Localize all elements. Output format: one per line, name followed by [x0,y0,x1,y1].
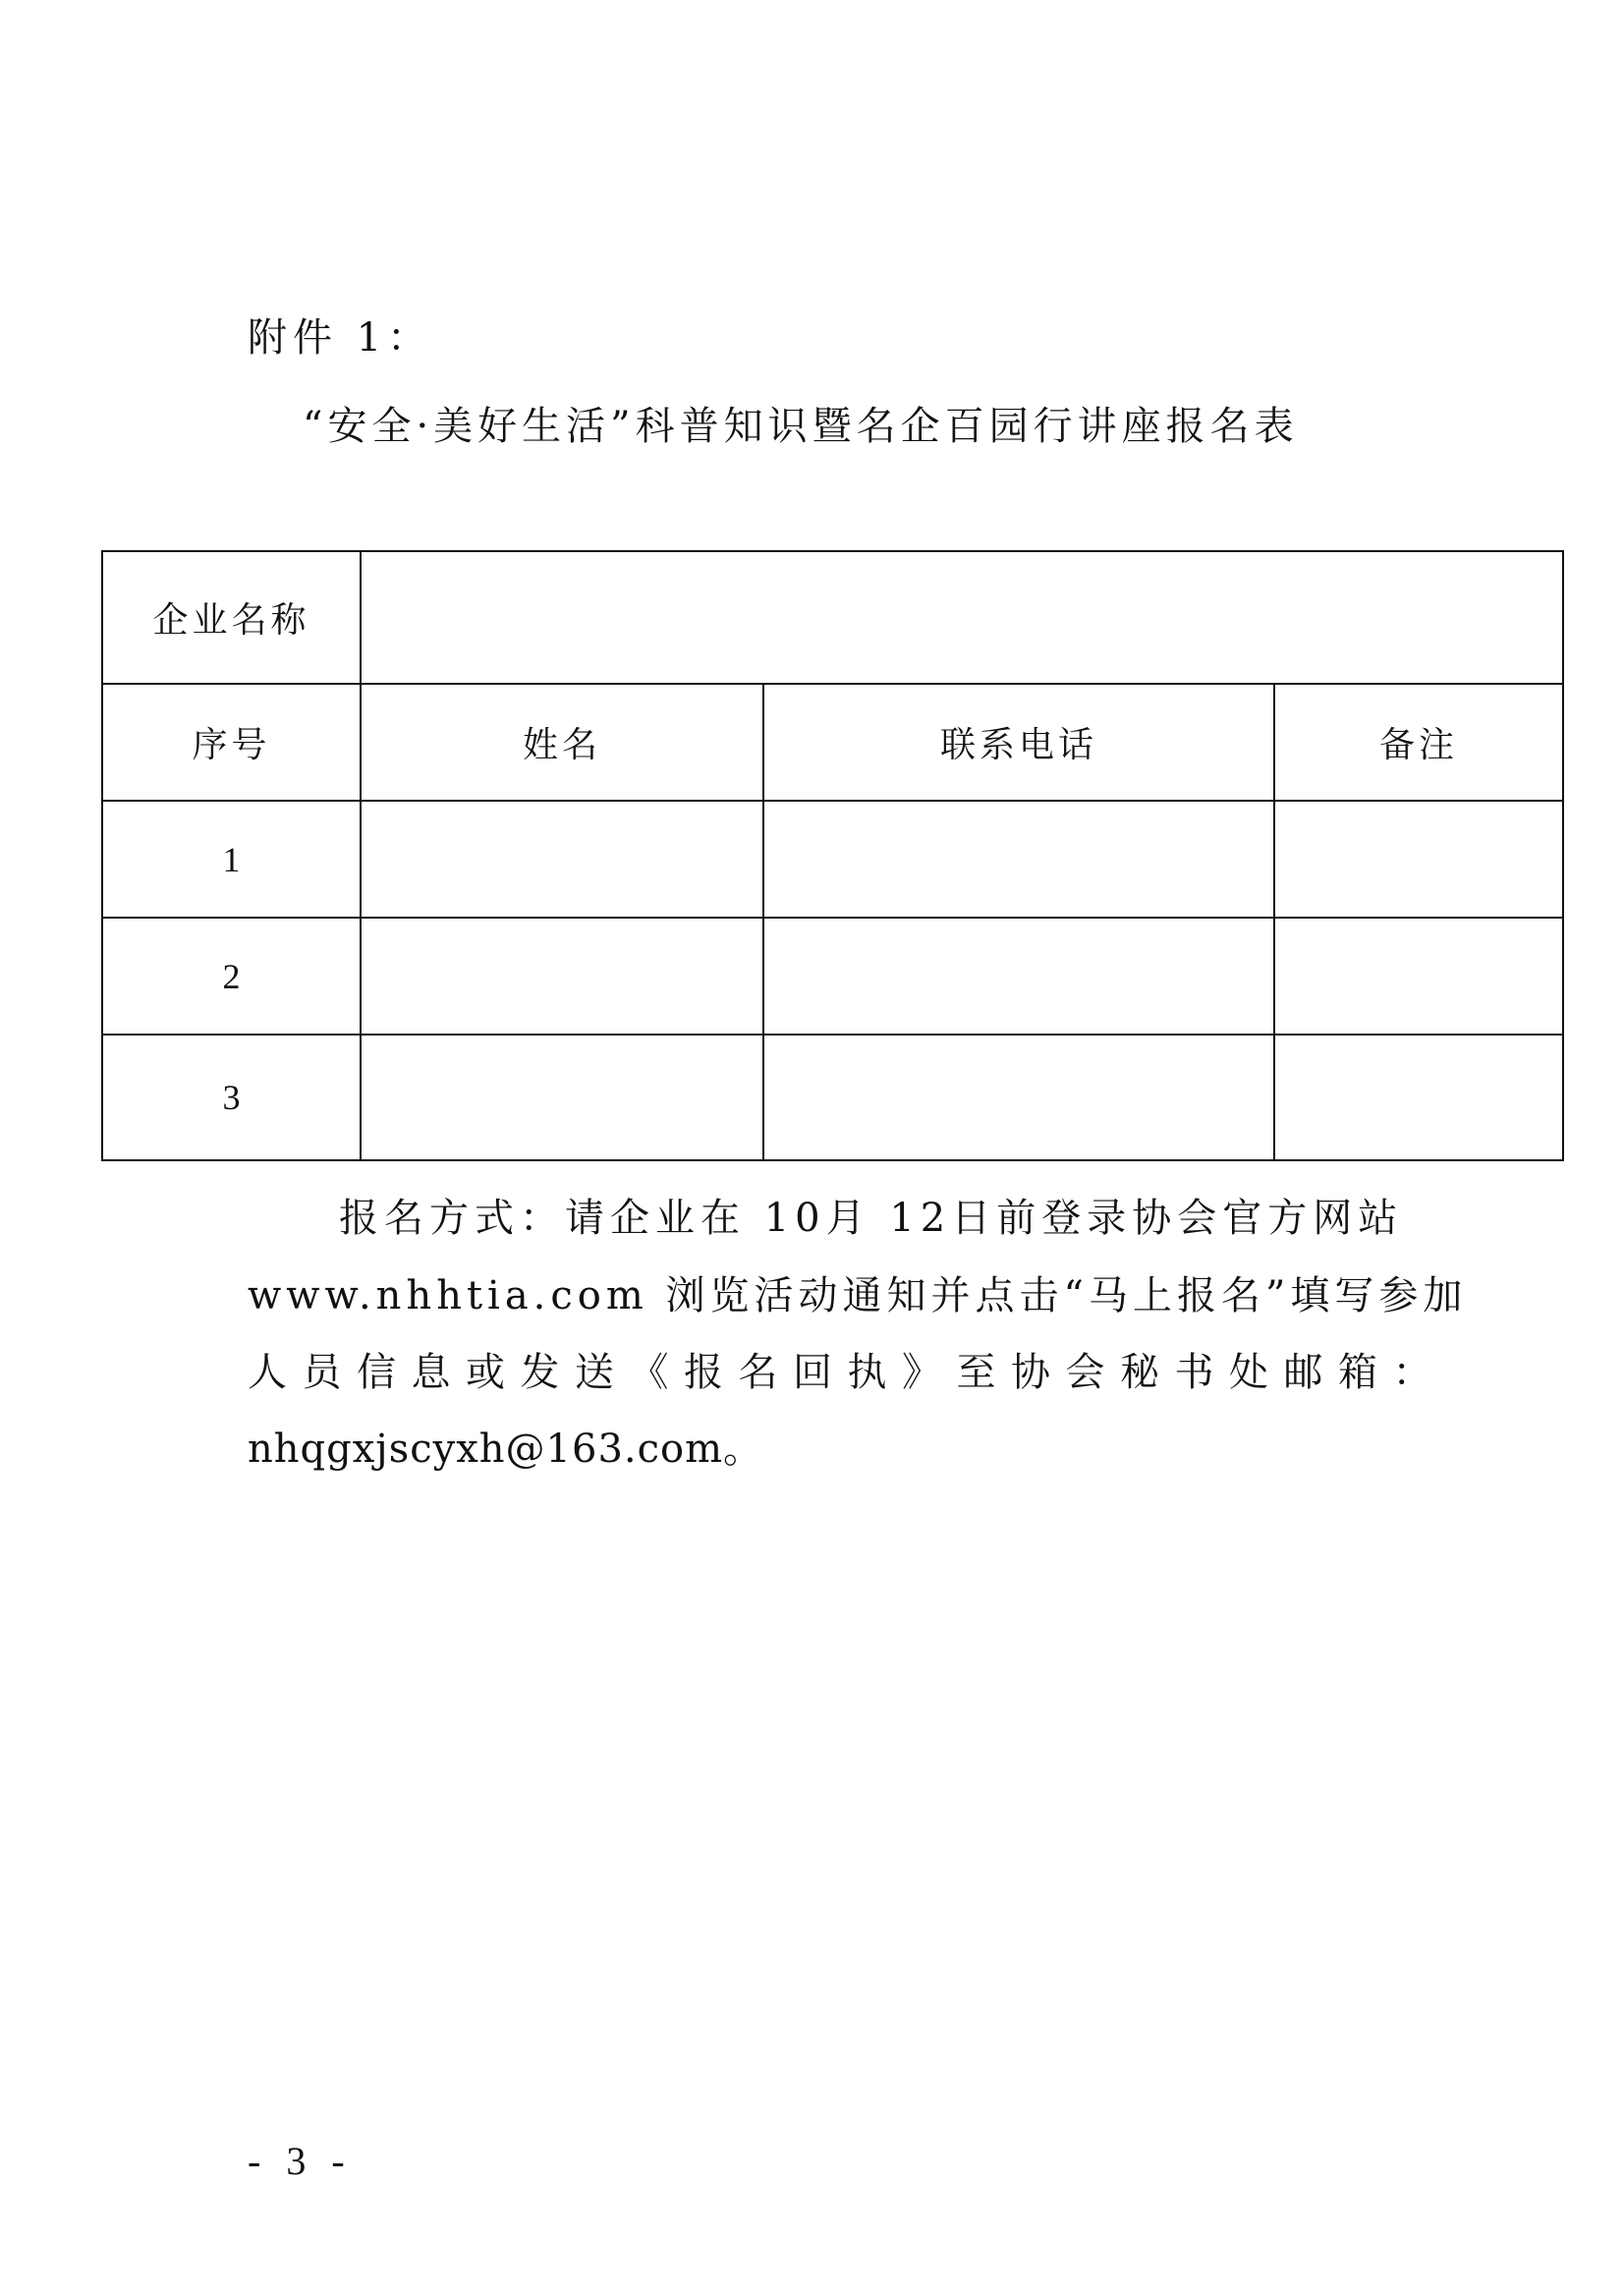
phone-cell[interactable] [763,801,1274,918]
phone-cell[interactable] [763,1035,1274,1160]
header-name: 姓名 [361,684,763,801]
instruction-line-1: 报名方式：请企业在 10月 12日前登录协会官方网站 [339,1196,1404,1241]
row-number: 1 [102,801,361,918]
instruction-line-3: 人员信息或发送《报名回执》至协会秘书处邮箱： [248,1350,1447,1395]
header-row [102,684,1563,801]
form-title: “安全·美好生活”科普知识暨名企百园行讲座报名表 [303,404,1299,449]
name-cell[interactable] [361,918,763,1035]
page-number: - 3 - [248,2139,353,2183]
header-no: 序号 [102,684,361,801]
note-cell[interactable] [1274,1035,1563,1160]
note-cell[interactable] [1274,801,1563,918]
row-number: 2 [102,918,361,1035]
table-row [102,801,1563,918]
name-cell[interactable] [361,801,763,918]
instruction-email: nhqgxjscyxh@163.com。 [248,1427,764,1472]
instruction-line-2: www.nhhtia.com 浏览活动通知并点击“马上报名”填写参加 [248,1273,1468,1318]
registration-table [101,550,1564,1161]
company-name-label: 企业名称 [102,551,361,684]
header-note: 备注 [1274,684,1563,801]
attachment-label: 附件 1： [248,315,433,361]
name-cell[interactable] [361,1035,763,1160]
row-number: 3 [102,1035,361,1160]
company-name-field[interactable] [361,551,1563,684]
header-phone: 联系电话 [763,684,1274,801]
phone-cell[interactable] [763,918,1274,1035]
table-row [102,918,1563,1035]
note-cell[interactable] [1274,918,1563,1035]
company-row [102,551,1563,684]
table-row [102,1035,1563,1160]
